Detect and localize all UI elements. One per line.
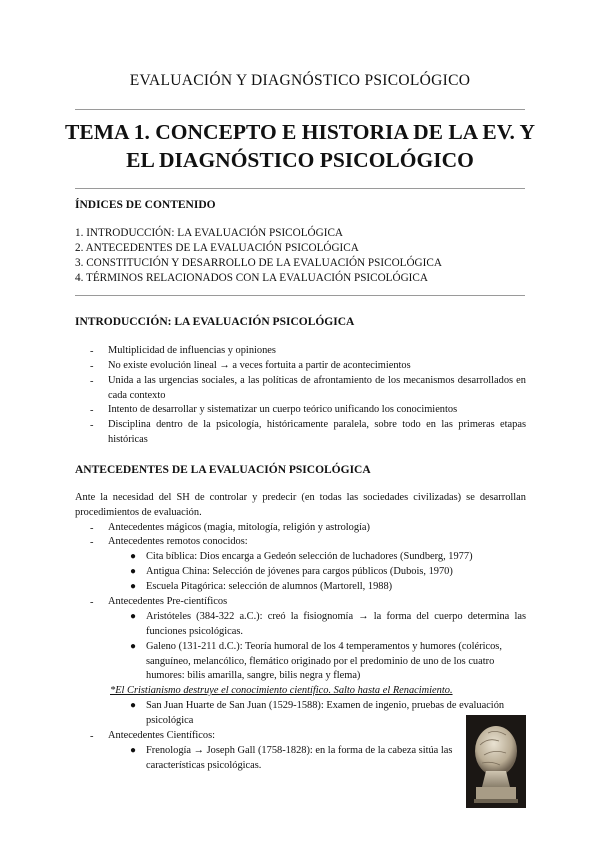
intro-bullet: Unida a las urgencias sociales, a las políticas de afrontamiento de los mecanismos desarrollados en cada contexto — [108, 375, 526, 401]
dash-marker: - — [90, 597, 94, 608]
dash-marker: - — [90, 346, 94, 357]
index-item: 1. INTRODUCCIÓN: LA EVALUACIÓN PSICOLÓGICA — [75, 227, 343, 239]
dot-marker: ● — [130, 551, 137, 562]
dot-marker: ● — [130, 566, 137, 577]
divider — [75, 295, 525, 296]
dot-marker: ● — [130, 641, 137, 652]
page-title — [60, 118, 540, 174]
intro-bullet: Multiplicidad de influencias y opiniones — [108, 345, 276, 356]
dash-marker: - — [90, 537, 94, 548]
index-item: 3. CONSTITUCIÓN Y DESARROLLO DE LA EVALUACIÓN PSICOLÓGICA — [75, 257, 442, 269]
antecedentes-item: Antecedentes remotos conocidos: — [108, 536, 248, 547]
title-line-1: TEMA 1. CONCEPTO E HISTORIA DE LA EV. Y — [65, 120, 535, 144]
antecedentes-intro: Ante la necesidad del SH de controlar y predecir (en todas las sociedades civilizadas) se desarrollan procedimientos de evaluación. — [75, 492, 526, 518]
sub-item: Galeno (131-211 d.C.): Teoría humoral de los 4 temperamentos y humores (coléricos, sanguíneo, melancólico, flemático originado por el predominio de uno de los cuatro humores: bilis amarilla, sangre, bilis negra y flema) — [146, 641, 502, 681]
dot-marker: ● — [130, 700, 137, 711]
intro-bullet: No existe evolución lineal → a veces fortuita a partir de acontecimientos — [108, 360, 411, 371]
phrenology-bust-icon — [466, 715, 526, 808]
index-item: 4. TÉRMINOS RELACIONADOS CON LA EVALUACIÓN PSICOLÓGICA — [75, 272, 428, 284]
sub-item: San Juan Huarte de San Juan (1529-1588): Examen de ingenio, pruebas de evaluación psicológica — [146, 700, 505, 726]
intro-bullet: Intento de desarrollar y sistematizar un cuerpo teórico unificando los conocimientos — [108, 404, 458, 415]
document-header: EVALUACIÓN Y DIAGNÓSTICO PSICOLÓGICO — [129, 72, 471, 89]
intro-bullet: Disciplina dentro de la psicología, históricamente paralela, sobre todo en las primeras etapas históricas — [108, 419, 526, 445]
sub-item: Aristóteles (384-322 a.C.): creó la fisiognomía → la forma del cuerpo determina las funciones psicológicas. — [146, 611, 526, 637]
dash-marker: - — [90, 523, 94, 534]
dot-marker: ● — [130, 745, 137, 756]
dash-marker: - — [90, 376, 94, 387]
sub-item: Escuela Pitagórica: selección de alumnos (Martorell, 1988) — [146, 581, 393, 592]
intro-heading: INTRODUCCIÓN: LA EVALUACIÓN PSICOLÓGICA — [75, 316, 355, 328]
antecedentes-item: Antecedentes Científicos: — [108, 730, 216, 741]
dash-marker: - — [90, 361, 94, 372]
antecedentes-heading: ANTECEDENTES DE LA EVALUACIÓN PSICOLÓGICA — [75, 464, 371, 476]
antecedentes-item: Antecedentes mágicos (magia, mitología, religión y astrología) — [108, 522, 370, 533]
dot-marker: ● — [130, 581, 137, 592]
dash-marker: - — [90, 731, 94, 742]
note: *El Cristianismo destruye el conocimiento científico. Salto hasta el Renacimiento. — [110, 685, 453, 696]
dash-marker: - — [90, 420, 94, 431]
antecedentes-item: Antecedentes Pre-científicos — [108, 596, 228, 607]
title-line-2: EL DIAGNÓSTICO PSICOLÓGICO — [126, 148, 474, 172]
index-heading: ÍNDICES DE CONTENIDO — [75, 199, 216, 211]
index-list — [75, 226, 535, 286]
dash-marker: - — [90, 405, 94, 416]
sub-item: Antigua China: Selección de jóvenes para cargos públicos (Dubois, 1970) — [146, 566, 453, 577]
divider — [75, 188, 525, 189]
divider — [75, 109, 525, 110]
phrenology-bust-image — [466, 715, 526, 808]
sub-item: Frenología → Joseph Gall (1758-1828): en la forma de la cabeza sitúa las características psicológicas. — [146, 745, 453, 771]
dot-marker: ● — [130, 611, 137, 622]
index-item: 2. ANTECEDENTES DE LA EVALUACIÓN PSICOLÓGICA — [75, 242, 359, 254]
sub-item: Cita bíblica: Dios encarga a Gedeón selección de luchadores (Sundberg, 1977) — [146, 551, 473, 562]
